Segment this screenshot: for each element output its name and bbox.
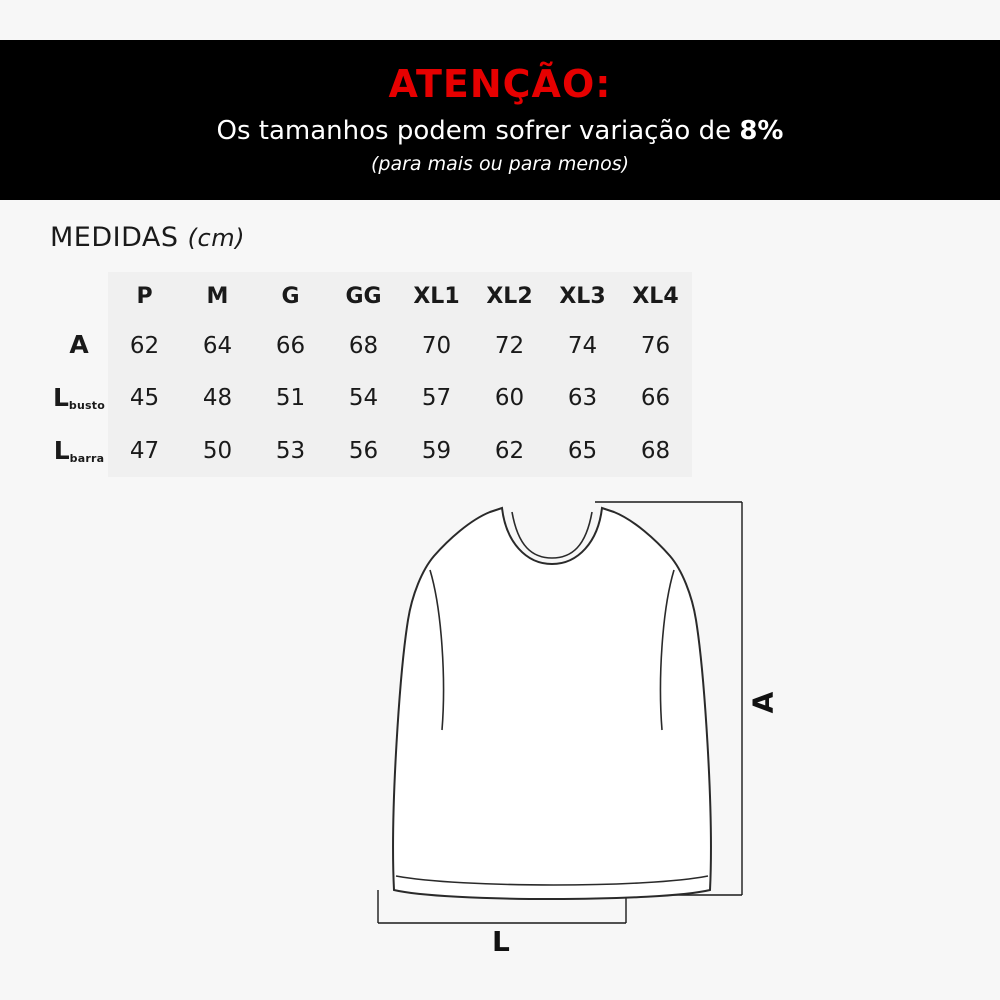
size-table-body — [108, 320, 692, 477]
column-header-xl4: XL4 — [632, 283, 679, 309]
cell-lbusto-p: 45 — [129, 385, 160, 412]
column-header-g: G — [281, 283, 300, 309]
size-table-head — [108, 272, 692, 320]
size-table — [108, 272, 692, 477]
garment-illustration — [330, 480, 800, 960]
cell-lbusto-gg: 54 — [348, 385, 379, 412]
tank-top-svg — [330, 480, 800, 960]
cell-lbarra-xl1: 59 — [421, 437, 452, 464]
column-header-gg: GG — [345, 283, 382, 309]
measures-heading — [50, 222, 245, 253]
banner-subtitle — [217, 116, 784, 147]
column-header-xl1: XL1 — [413, 283, 460, 309]
banner-variation-value: 8% — [739, 115, 784, 146]
column-header-m: M — [206, 283, 229, 309]
attention-banner — [0, 40, 1000, 200]
cell-lbarra-xl2: 62 — [494, 437, 525, 464]
cell-a-xl1: 70 — [421, 333, 452, 360]
cell-a-gg: 68 — [348, 333, 379, 360]
cell-lbusto-g: 51 — [275, 385, 306, 412]
banner-subtitle-text: Os tamanhos podem sofrer variação de — [216, 115, 740, 146]
cell-lbarra-gg: 56 — [348, 437, 379, 464]
table-header-row — [108, 272, 692, 320]
dimension-label-a: A — [746, 691, 780, 714]
cell-lbusto-xl1: 57 — [421, 385, 452, 412]
cell-lbarra-m: 50 — [202, 437, 233, 464]
column-header-xl3: XL3 — [559, 283, 606, 309]
cell-a-p: 62 — [129, 333, 160, 360]
cell-a-g: 66 — [275, 333, 306, 360]
table-row — [108, 320, 692, 372]
cell-lbarra-g: 53 — [275, 437, 306, 464]
row-label-l-barra-sub: barra — [69, 452, 105, 465]
cell-lbarra-xl3: 65 — [567, 437, 598, 464]
row-label-l-barra-text: L — [53, 436, 70, 465]
cell-lbusto-m: 48 — [202, 385, 233, 412]
cell-lbarra-xl4: 68 — [640, 437, 671, 464]
row-label-l-barra — [48, 436, 110, 465]
column-header-xl2: XL2 — [486, 283, 533, 309]
row-label-a-text: A — [69, 330, 89, 359]
row-label-l-busto-text: L — [52, 383, 69, 412]
banner-title: ATENÇÃO: — [388, 62, 612, 107]
dimension-label-l: L — [492, 925, 510, 958]
table-row — [108, 425, 692, 477]
tank-top-outline — [393, 508, 711, 899]
column-header-p: P — [136, 283, 153, 309]
cell-a-xl3: 74 — [567, 333, 598, 360]
cell-a-xl4: 76 — [640, 333, 671, 360]
table-row — [108, 372, 692, 424]
measures-heading-text: MEDIDAS — [50, 222, 179, 253]
cell-lbusto-xl3: 63 — [567, 385, 598, 412]
cell-a-xl2: 72 — [494, 333, 525, 360]
cell-a-m: 64 — [202, 333, 233, 360]
row-label-l-busto-sub: busto — [68, 399, 105, 412]
banner-note: (para mais ou para menos) — [370, 153, 630, 176]
cell-lbusto-xl2: 60 — [494, 385, 525, 412]
cell-lbarra-p: 47 — [129, 437, 160, 464]
row-label-a — [48, 330, 110, 359]
cell-lbusto-xl4: 66 — [640, 385, 671, 412]
row-label-l-busto — [48, 383, 110, 412]
measures-unit: (cm) — [187, 224, 245, 252]
size-table-container — [108, 272, 692, 477]
